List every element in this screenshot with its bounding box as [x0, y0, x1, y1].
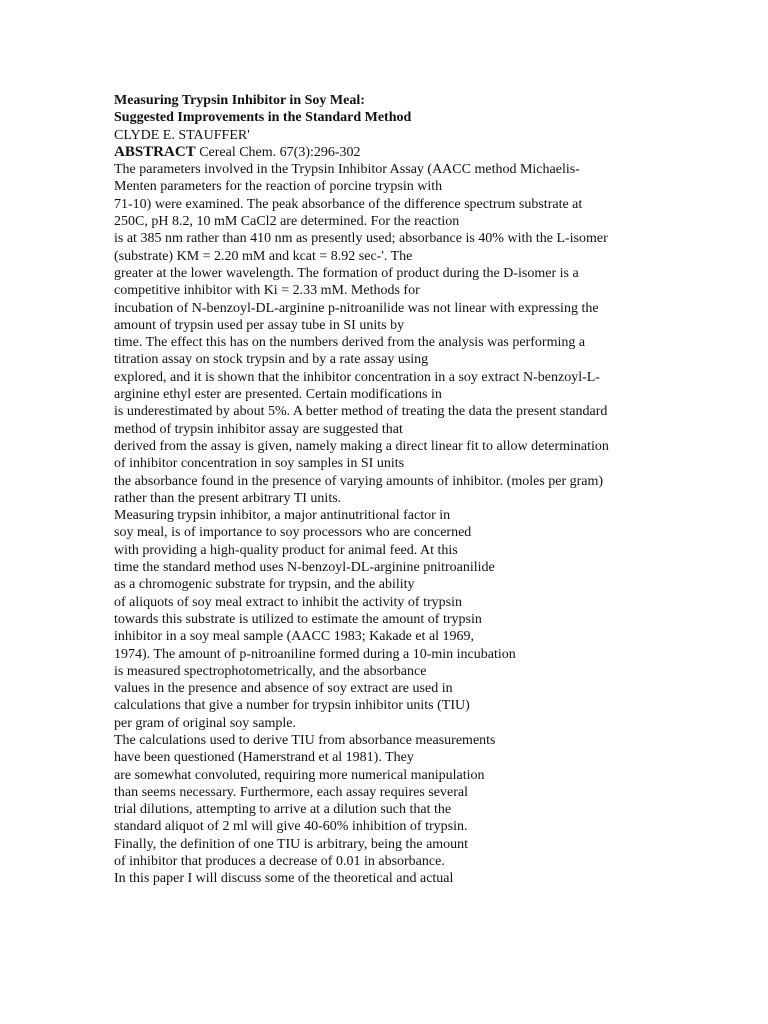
body-line: inhibitor in a soy meal sample (AACC 1983; Kakade et al 1969,: [114, 629, 475, 645]
body-line: In this paper I will discuss some of the theoretical and actual: [114, 871, 454, 887]
body-line: explored, and it is shown that the inhibitor concentration in a soy extract N-benzoyl-L-: [114, 369, 600, 385]
body-line: Measuring trypsin inhibitor, a major antinutritional factor in: [114, 508, 451, 524]
body-line: is at 385 nm rather than 410 nm as presently used; absorbance is 40% with the L-isomer: [114, 231, 608, 247]
body-line: 250C, pH 8.2, 10 mM CaCl2 are determined. For the reaction: [114, 214, 460, 230]
body-line: than seems necessary. Furthermore, each assay requires several: [114, 784, 468, 800]
body-line: per gram of original soy sample.: [114, 715, 296, 731]
body-line: arginine ethyl ester are presented. Certain modifications in: [114, 387, 442, 403]
body-line: The parameters involved in the Trypsin Inhibitor Assay (AACC method Michaelis-: [114, 162, 580, 178]
body-line: calculations that give a number for trypsin inhibitor units (TIU): [114, 698, 470, 714]
body-line: competitive inhibitor with Ki = 2.33 mM. Methods for: [114, 283, 420, 299]
body-line: (substrate) KM = 2.20 mM and kcat = 8.92 sec-'. The: [114, 248, 413, 264]
body-line: The calculations used to derive TIU from absorbance measurements: [114, 732, 496, 748]
body-line: greater at the lower wavelength. The formation of product during the D-isomer is a: [114, 265, 579, 281]
body-line: rather than the present arbitrary TI units.: [114, 490, 342, 506]
abstract-header: [114, 144, 654, 161]
body-line: time. The effect this has on the numbers derived from the analysis was performing a: [114, 335, 586, 351]
body-line: the absorbance found in the presence of varying amounts of inhibitor. (moles per gram): [114, 473, 604, 489]
body-line: have been questioned (Hamerstrand et al 1981). They: [114, 750, 414, 766]
body-line: standard aliquot of 2 ml will give 40-60% inhibition of trypsin.: [114, 819, 468, 835]
body-line: amount of trypsin used per assay tube in SI units by: [114, 317, 405, 333]
body-line: are somewhat convoluted, requiring more numerical manipulation: [114, 767, 485, 783]
body-line: trial dilutions, attempting to arrive at a dilution such that the: [114, 802, 452, 818]
author-name: CLYDE E. STAUFFER': [114, 127, 250, 143]
body-line: 1974). The amount of p-nitroaniline formed during a 10-min incubation: [114, 646, 516, 662]
body-line: is measured spectrophotometrically, and the absorbance: [114, 663, 427, 679]
body-line: of inhibitor concentration in soy samples in SI units: [114, 456, 405, 472]
body-line: of aliquots of soy meal extract to inhibit the activity of trypsin: [114, 594, 462, 610]
body-line: with providing a high-quality product for animal feed. At this: [114, 542, 458, 558]
body-line: 71-10) were examined. The peak absorbance of the difference spectrum substrate at: [114, 196, 583, 212]
body-line: incubation of N-benzoyl-DL-arginine p-nitroanilide was not linear with expressing the: [114, 300, 599, 316]
body-line: method of trypsin inhibitor assay are suggested that: [114, 421, 403, 437]
citation: Cereal Chem. 67(3):296-302: [195, 144, 361, 160]
body-line: as a chromogenic substrate for trypsin, and the ability: [114, 577, 415, 593]
body-line: Finally, the definition of one TIU is arbitrary, being the amount: [114, 836, 469, 852]
body-line: is underestimated by about 5%. A better method of treating the data the present standard: [114, 404, 608, 420]
abstract-label: ABSTRACT: [114, 143, 196, 160]
document-page: [114, 92, 654, 888]
body-text: [114, 161, 654, 887]
body-line: soy meal, is of importance to soy processors who are concerned: [114, 525, 472, 541]
title-line-1: Measuring Trypsin Inhibitor in Soy Meal:: [114, 93, 365, 108]
body-line: of inhibitor that produces a decrease of 0.01 in absorbance.: [114, 854, 445, 870]
body-line: Menten parameters for the reaction of porcine trypsin with: [114, 179, 443, 195]
body-line: values in the presence and absence of soy extract are used in: [114, 681, 453, 697]
title-line-2: Suggested Improvements in the Standard Method: [114, 110, 412, 126]
body-line: derived from the assay is given, namely making a direct linear fit to allow determination: [114, 438, 609, 454]
body-line: titration assay on stock trypsin and by a rate assay using: [114, 352, 429, 368]
body-line: towards this substrate is utilized to estimate the amount of trypsin: [114, 611, 482, 627]
body-line: time the standard method uses N-benzoyl-DL-arginine pnitroanilide: [114, 560, 495, 576]
